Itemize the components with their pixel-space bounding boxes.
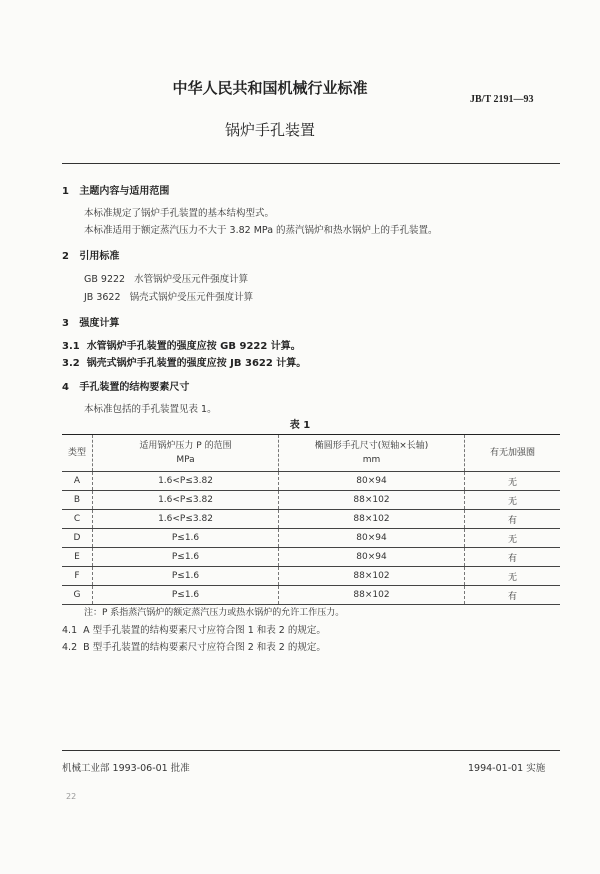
cell-pressure: P≤1.6 <box>93 529 279 548</box>
cell-pressure: 1.6<P≤3.82 <box>93 510 279 529</box>
header-label: 椭圆形手孔尺寸(短轴×长轴) <box>314 441 429 451</box>
header-ring: 有无加强圈 <box>465 435 561 472</box>
cell-type: C <box>62 510 93 529</box>
ref-name: 水管锅炉受压元件强度计算 <box>134 274 249 285</box>
cell-pressure: P≤1.6 <box>93 586 279 605</box>
cell-ring: 无 <box>465 529 561 548</box>
section-num: 3 <box>62 318 69 329</box>
section-1-heading <box>62 182 169 197</box>
cell-ring: 有 <box>465 510 561 529</box>
document-title: 中华人民共和国机械行业标准 <box>172 79 368 97</box>
table-header-row <box>62 435 560 472</box>
table-row <box>62 510 560 529</box>
table-row <box>62 567 560 586</box>
section-title: 强度计算 <box>79 318 120 329</box>
section-4-heading <box>62 378 189 393</box>
cell-type: B <box>62 491 93 510</box>
effective-date: 1994-01-01 实施 <box>468 763 546 774</box>
section-3-heading <box>62 314 119 329</box>
cell-type: G <box>62 586 93 605</box>
cell-size: 88×102 <box>279 586 465 605</box>
cell-ring: 无 <box>465 472 561 491</box>
section-num: 4 <box>62 382 69 393</box>
cell-size: 80×94 <box>279 472 465 491</box>
clause <box>62 622 326 636</box>
table-1 <box>62 434 560 605</box>
top-divider <box>62 163 560 164</box>
clause-num: 4.1 <box>62 625 78 636</box>
cell-ring: 无 <box>465 567 561 586</box>
standard-number: JB/T 2191—93 <box>470 94 534 105</box>
ref-code: GB 9222 <box>84 274 126 285</box>
table-row <box>62 472 560 491</box>
section-title: 手孔装置的结构要素尺寸 <box>79 382 190 393</box>
reference-item <box>84 289 253 303</box>
section-2-heading <box>62 247 119 262</box>
table-row <box>62 491 560 510</box>
cell-type: D <box>62 529 93 548</box>
section-num: 1 <box>62 186 69 197</box>
table-caption: 表 1 <box>289 420 311 431</box>
cell-pressure: P≤1.6 <box>93 548 279 567</box>
cell-ring: 有 <box>465 586 561 605</box>
table-row <box>62 586 560 605</box>
cell-size: 88×102 <box>279 510 465 529</box>
header-pressure <box>93 435 279 472</box>
section-num: 2 <box>62 251 69 262</box>
cell-pressure: 1.6<P≤3.82 <box>93 491 279 510</box>
clause-num: 4.2 <box>62 642 78 653</box>
header-size <box>279 435 465 472</box>
header-unit: MPa <box>176 455 195 465</box>
clause-text: B 型手孔装置的结构要素尺寸应符合图 2 和表 2 的规定。 <box>83 642 326 653</box>
cell-size: 80×94 <box>279 548 465 567</box>
section-title: 引用标准 <box>79 251 120 262</box>
paragraph: 本标准适用于额定蒸汽压力不大于 3.82 MPa 的蒸汽锅炉和热水锅炉上的手孔装置。 <box>84 225 438 236</box>
document-subtitle: 锅炉手孔装置 <box>224 121 315 139</box>
clause-num: 3.1 <box>62 341 80 352</box>
header-label: 适用锅炉压力 P 的范围 <box>139 441 232 451</box>
cell-size: 80×94 <box>279 529 465 548</box>
cell-ring: 无 <box>465 491 561 510</box>
cell-size: 88×102 <box>279 567 465 586</box>
page-number: 22 <box>66 792 77 801</box>
ref-name: 锅壳式锅炉受压元件强度计算 <box>129 292 254 303</box>
cell-type: F <box>62 567 93 586</box>
clause <box>62 354 306 369</box>
paragraph: 本标准包括的手孔装置见表 1。 <box>84 404 217 415</box>
table-row <box>62 529 560 548</box>
table-row <box>62 548 560 567</box>
cell-pressure: 1.6<P≤3.82 <box>93 472 279 491</box>
paragraph: 本标准规定了锅炉手孔装置的基本结构型式。 <box>84 208 275 219</box>
approval-date: 机械工业部 1993-06-01 批准 <box>62 763 190 774</box>
clause-text: 锅壳式锅炉手孔装置的强度应按 JB 3622 计算。 <box>86 358 307 369</box>
cell-pressure: P≤1.6 <box>93 567 279 586</box>
clause <box>62 337 301 352</box>
header-type: 类型 <box>62 435 93 472</box>
clause-text: A 型手孔装置的结构要素尺寸应符合图 1 和表 2 的规定。 <box>83 625 326 636</box>
cell-type: E <box>62 548 93 567</box>
clause-num: 3.2 <box>62 358 80 369</box>
reference-item <box>84 271 248 285</box>
clause <box>62 639 326 653</box>
cell-ring: 有 <box>465 548 561 567</box>
section-title: 主题内容与适用范围 <box>79 186 170 197</box>
clause-text: 水管锅炉手孔装置的强度应按 GB 9222 计算。 <box>86 341 301 352</box>
bottom-divider <box>62 750 560 751</box>
ref-code: JB 3622 <box>84 292 121 303</box>
header-unit: mm <box>362 455 381 465</box>
table-note: 注：P 系指蒸汽锅炉的额定蒸汽压力或热水锅炉的允许工作压力。 <box>84 608 345 618</box>
cell-type: A <box>62 472 93 491</box>
cell-size: 88×102 <box>279 491 465 510</box>
